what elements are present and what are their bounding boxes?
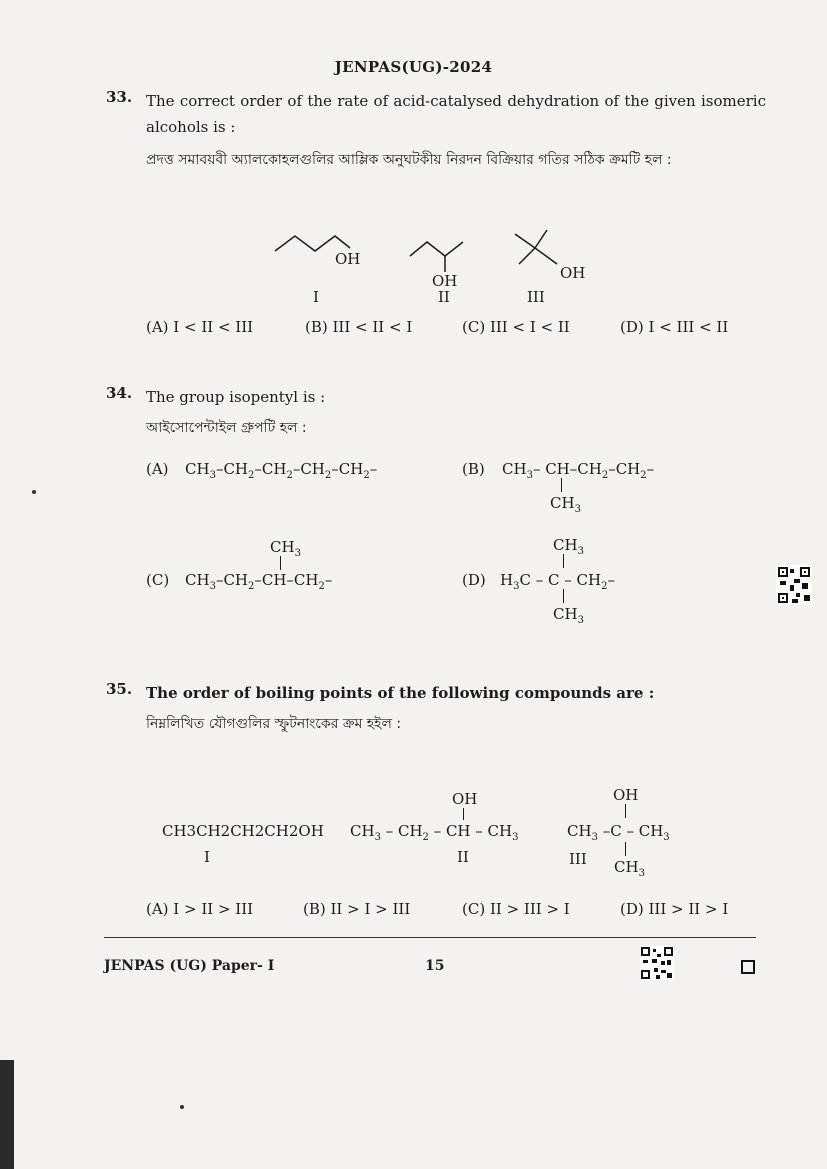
- compound-tert-butanol: $CH_3$ $-C - CH_3$: [567, 822, 670, 843]
- option-b[interactable]: (B) III < II < I: [305, 318, 413, 336]
- oh-label: OH: [613, 786, 639, 804]
- structure-label-ii: II: [438, 288, 450, 306]
- option-a[interactable]: (A) I < II < III: [146, 318, 254, 336]
- bond-line: [561, 478, 562, 492]
- footer-divider: [104, 937, 756, 938]
- option-b-formula[interactable]: $CH_3-$ $CH-CH_2-CH_2-$: [502, 460, 655, 481]
- option-c[interactable]: (C) III < I < II: [462, 318, 570, 336]
- question-33: [106, 88, 766, 172]
- oh-label: OH: [432, 272, 458, 290]
- oh-label: OH: [560, 264, 586, 282]
- structure-label-i: I: [313, 288, 319, 306]
- option-c-label[interactable]: (C): [146, 571, 170, 589]
- qr-code-footer: [640, 946, 674, 980]
- footer-square-marker: [741, 960, 755, 974]
- question-text-bengali: প্রদত্ত সমাবয়বী অ্যালকোহলগুলির আম্লিক অনুঘটকীয় নিরদন বিক্রিয়ার গতির সঠিক ক্রমটি হল :: [146, 152, 672, 168]
- compound-label-ii: II: [457, 848, 469, 866]
- methyl-group: $CH_3$: [550, 494, 581, 515]
- page-header: JENPAS(UG)-2024: [334, 58, 493, 76]
- scan-speck: [32, 490, 36, 494]
- question-number: 33.: [106, 88, 133, 106]
- question-text: The correct order of the rate of acid-catalysed dehydration of the given isomeric alcohols is :: [146, 92, 766, 136]
- option-c[interactable]: (C) II > III > I: [462, 900, 570, 918]
- methyl-group: $CH_3$: [614, 858, 645, 879]
- structure-1-butanol: [270, 226, 380, 276]
- bond-line: [563, 554, 564, 568]
- footer-paper-name: JENPAS (UG) Paper- I: [104, 958, 275, 974]
- option-c-formula[interactable]: $CH_3-CH_2-CH-CH_2-$: [185, 571, 333, 592]
- question-text: The group isopentyl is :: [146, 388, 326, 406]
- compound-1-butanol: CH3CH2CH2CH2OH: [162, 822, 324, 840]
- qr-code-side: [776, 565, 812, 605]
- bond-line: [463, 808, 464, 820]
- question-text-bengali: নিম্নলিখিত যৌগগুলির স্ফুটনাংকের ক্রম হইল :: [146, 716, 402, 732]
- option-d-formula[interactable]: $H_3C$ – C – $CH_2-$: [500, 571, 615, 592]
- question-text: The order of boiling points of the following compounds are :: [146, 684, 655, 702]
- oh-label: OH: [335, 250, 361, 268]
- option-b[interactable]: (B) II > I > III: [303, 900, 411, 918]
- question-number: 34.: [106, 384, 133, 402]
- compound-label-i: I: [204, 848, 210, 866]
- option-d[interactable]: (D) III > II > I: [620, 900, 729, 918]
- bond-line: [280, 556, 281, 570]
- methyl-group: $CH_3$: [270, 538, 301, 559]
- structure-label-iii: III: [527, 288, 545, 306]
- question-text-bengali: আইসোপেন্টাইল গ্রুপটি হল :: [146, 420, 307, 436]
- option-a[interactable]: (A) I > II > III: [146, 900, 254, 918]
- page-number: 15: [425, 958, 445, 974]
- compound-label-iii: III: [569, 850, 587, 868]
- option-d[interactable]: (D) I < III < II: [620, 318, 729, 336]
- scan-speck: [180, 1105, 184, 1109]
- option-b-label[interactable]: (B): [462, 460, 485, 478]
- option-a-formula[interactable]: $CH_3-CH_2-CH_2-CH_2-CH_2-$: [185, 460, 378, 481]
- bond-line: [625, 842, 626, 856]
- question-number: 35.: [106, 680, 133, 698]
- bond-line: [625, 804, 626, 818]
- option-d-label[interactable]: (D): [462, 571, 486, 589]
- question-34: [106, 384, 766, 440]
- scanner-edge: [0, 1060, 14, 1169]
- oh-label: OH: [452, 790, 478, 808]
- question-35: [106, 680, 766, 736]
- compound-2-butanol: $CH_3 - CH_2$ – CH – $CH_3$: [350, 822, 519, 843]
- bond-line: [563, 589, 564, 603]
- option-a-label[interactable]: (A): [146, 460, 169, 478]
- methyl-group: $CH_3$: [553, 605, 584, 626]
- methyl-group: $CH_3$: [553, 536, 584, 557]
